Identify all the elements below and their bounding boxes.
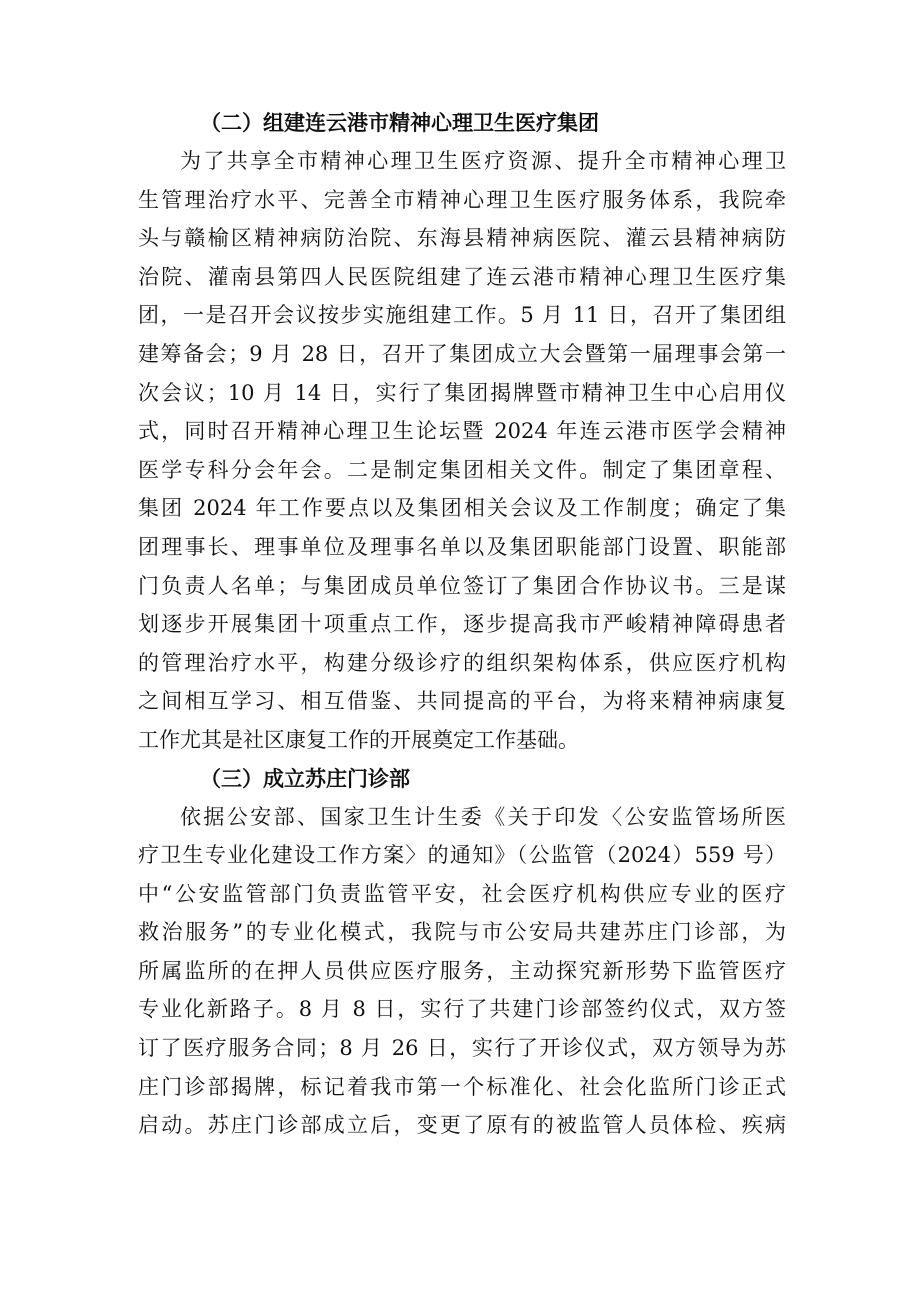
paragraph-line: 的管理治疗水平，构建分级诊疗的组织架构体系，供应医疗机构 bbox=[138, 650, 786, 675]
section-3-paragraph bbox=[138, 798, 786, 1145]
paragraph-line: 式，同时召开精神心理卫生论坛暨 2024 年连云港市医学会精神 bbox=[138, 419, 786, 444]
paragraph-line: 门负责人名单；与集团成员单位签订了集团合作协议书。三是谋 bbox=[138, 573, 786, 598]
paragraph-line: 团理事长、理事单位及理事名单以及集团职能部门设置、职能部 bbox=[138, 534, 786, 559]
paragraph-line: 工作尤其是社区康复工作的开展奠定工作基础。 bbox=[138, 727, 579, 752]
paragraph-line: 之间相互学习、相互借鉴、共同提高的平台，为将来精神病康复 bbox=[138, 689, 786, 714]
paragraph-line: 依据公安部、国家卫生计生委《关于印发〈公安监管场所医 bbox=[180, 804, 786, 829]
paragraph-line: 集团 2024 年工作要点以及集团相关会议及工作制度；确定了集 bbox=[138, 496, 786, 521]
section-heading-2: （二）组建连云港市精神心理卫生医疗集团 bbox=[200, 111, 599, 135]
document-page bbox=[138, 104, 786, 1145]
paragraph-line: 头与赣榆区精神病防治院、东海县精神病医院、灌云县精神病防 bbox=[138, 226, 786, 251]
paragraph-line: 启动。苏庄门诊部成立后，变更了原有的被监管人员体检、疾病 bbox=[138, 1113, 786, 1138]
section-heading-3: （三）成立苏庄门诊部 bbox=[200, 766, 410, 791]
paragraph-line: 庄门诊部揭牌，标记着我市第一个标准化、社会化监所门诊正式 bbox=[138, 1074, 786, 1099]
paragraph-line: 专业化新路子。8 月 8 日，实行了共建门诊部签约仪式，双方签 bbox=[138, 997, 786, 1022]
paragraph-line: 中“公安监管部门负责监管平安，社会医疗机构供应专业的医疗 bbox=[138, 881, 786, 906]
paragraph-line: 建筹备会；9 月 28 日，召开了集团成立大会暨第一届理事会第一 bbox=[138, 341, 786, 366]
paragraph-line: 治院、灌南县第四人民医院组建了连云港市精神心理卫生医疗集 bbox=[138, 264, 786, 289]
paragraph-line: 救治服务”的专业化模式，我院与市公安局共建苏庄门诊部，为 bbox=[138, 920, 786, 945]
paragraph-line: 生管理治疗水平、完善全市精神心理卫生医疗服务体系，我院牵 bbox=[138, 187, 786, 212]
paragraph-line: 团，一是召开会议按步实施组建工作。5 月 11 日，召开了集团组 bbox=[138, 303, 786, 328]
paragraph-line: 疗卫生专业化建设工作方案〉的通知》（公监管（2024）559 号） bbox=[138, 843, 786, 868]
paragraph-line: 所属监所的在押人员供应医疗服务，主动探究新形势下监管医疗 bbox=[138, 958, 786, 983]
section-2-paragraph bbox=[138, 142, 786, 760]
paragraph-line: 医学专科分会年会。二是制定集团相关文件。制定了集团章程、 bbox=[138, 457, 786, 482]
paragraph-line: 划逐步开展集团十项重点工作，逐步提高我市严峻精神障碍患者 bbox=[138, 612, 786, 637]
paragraph-line: 次会议；10 月 14 日，实行了集团揭牌暨市精神卫生中心启用仪 bbox=[138, 380, 786, 405]
paragraph-line: 订了医疗服务合同；8 月 26 日，实行了开诊仪式，双方领导为苏 bbox=[138, 1036, 786, 1061]
paragraph-line: 为了共享全市精神心理卫生医疗资源、提升全市精神心理卫 bbox=[180, 149, 786, 173]
